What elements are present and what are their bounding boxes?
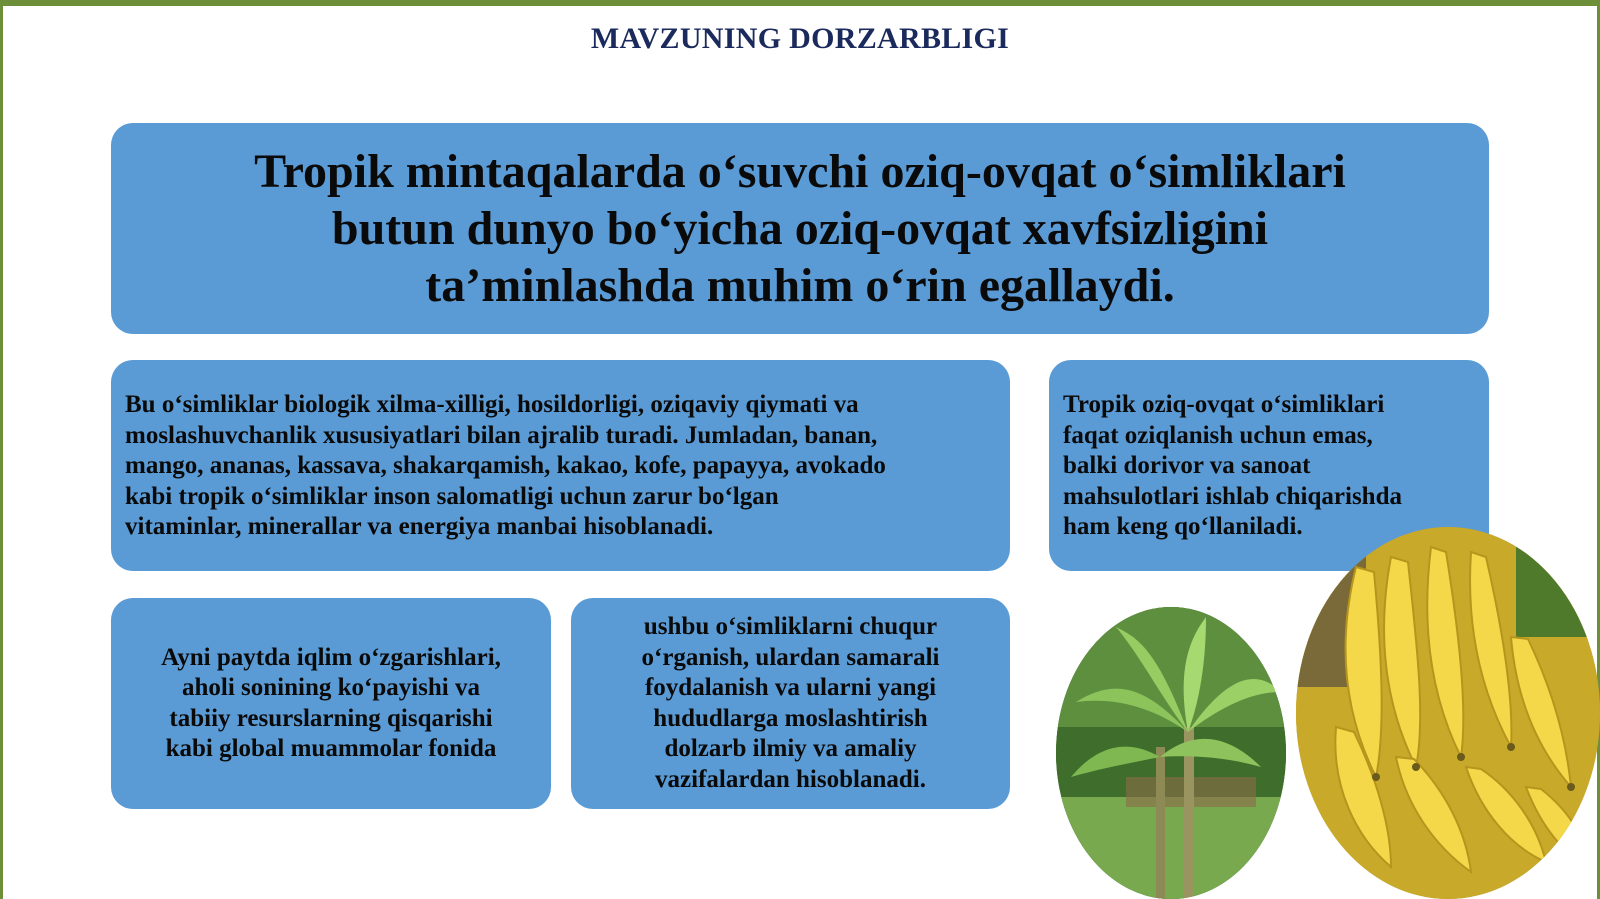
main-line-2: butun dunyo bo‘yicha oziq-ovqat xavfsizligini (331, 202, 1269, 255)
main-line-3: ta’minlashda muhim o‘rin egallaydi. (425, 259, 1175, 312)
biodiversity-box (111, 360, 1010, 571)
study-line-5: dolzarb ilmiy va amaliy (664, 735, 917, 762)
banana-bunch-image (1296, 527, 1600, 899)
bio-line-4: kabi tropik o‘simliklar inson salomatligi uchun zarur bo‘lgan (125, 482, 779, 510)
slide-title: MAVZUNING DORZARBLIGI (590, 22, 1010, 55)
banana-tree-image (1056, 607, 1286, 899)
study-box (571, 598, 1010, 809)
main-statement-box (111, 123, 1489, 334)
uses-line-2: faqat oziqlanish uchun emas, (1063, 421, 1373, 449)
climate-line-2: aholi sonining ko‘payishi va (181, 674, 481, 701)
study-line-6: vazifalardan hisoblanadi. (655, 765, 926, 793)
banana-tree-photo (1056, 607, 1286, 899)
climate-text (161, 643, 501, 765)
uses-line-4: mahsulotlari ishlab chiqarishda (1063, 482, 1402, 510)
banana-bunch-photo (1296, 527, 1600, 899)
climate-line-4: kabi global muammolar fonida (165, 735, 497, 762)
study-line-3: foydalanish va ularni yangi (644, 674, 937, 701)
climate-line-1: Ayni paytda iqlim o‘zgarishlari, (161, 643, 501, 671)
bio-line-5: vitaminlar, minerallar va energiya manbai hisoblanadi. (125, 513, 714, 540)
main-statement-text (254, 143, 1346, 314)
climate-box (111, 598, 551, 809)
bio-line-2: moslashuvchanlik xususiyatlari bilan ajralib turadi. Jumladan, banan, (125, 421, 878, 449)
main-line-1: Tropik mintaqalarda o‘suvchi oziq-ovqat o‘simliklari (254, 145, 1346, 198)
bio-line-1: Bu o‘simliklar biologik xilma-xilligi, hosildorligi, oziqaviy qiymati va (125, 391, 859, 418)
uses-line-1: Tropik oziq-ovqat o‘simliklari (1063, 391, 1385, 418)
uses-line-3: balki dorivor va sanoat (1063, 452, 1311, 479)
climate-line-3: tabiiy resurslarning qisqarishi (169, 704, 493, 732)
uses-line-5: ham keng qo‘llaniladi. (1063, 513, 1303, 540)
study-line-2: o‘rganish, ulardan samarali (641, 643, 940, 671)
study-line-4: hududlarga moslashtirish (653, 704, 928, 732)
bio-line-3: mango, ananas, kassava, shakarqamish, kakao, kofe, papayya, avokado (125, 452, 886, 479)
study-line-1: ushbu o‘simliklarni chuqur (643, 613, 938, 640)
